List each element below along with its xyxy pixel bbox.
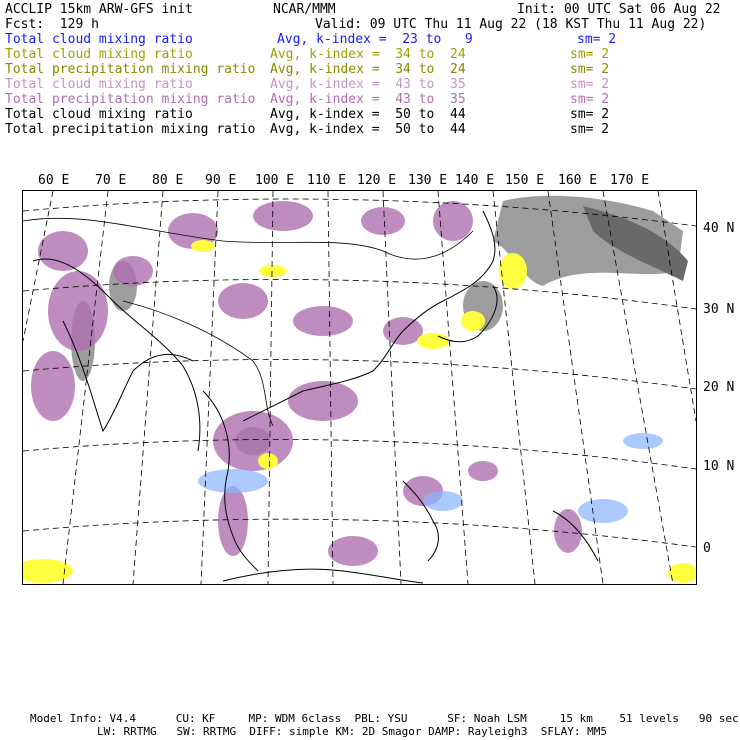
field-kindex: Avg, k-index = 34 to 24 — [270, 47, 466, 62]
model-title: ACCLIP 15km ARW-GFS init — [5, 2, 193, 17]
latitude-label: 0 — [703, 541, 711, 556]
field-name: Total cloud mixing ratio — [5, 32, 193, 47]
field-row — [5, 122, 740, 137]
organization: NCAR/MMM — [273, 2, 336, 17]
field-kindex: Avg, k-index = 43 to 35 — [270, 77, 466, 92]
forecast-hour: Fcst: 129 h — [5, 17, 99, 32]
field-kindex: Avg, k-index = 34 to 24 — [270, 62, 466, 77]
model-info-line2: LW: RRTMG SW: RRTMG DIFF: simple KM: 2D Smagor DAMP: Rayleigh3 SFLAY: MM5 — [97, 725, 607, 738]
map-svg — [23, 191, 696, 584]
model-info-line1: Model Info: V4.4 CU: KF MP: WDM 6class PBL: YSU SF: Noah LSM 15 km 51 levels 90 sec — [30, 712, 739, 725]
field-row — [5, 32, 740, 47]
field-kindex: Avg, k-index = 23 to 9 — [277, 32, 473, 47]
field-name: Total precipitation mixing ratio — [5, 92, 256, 107]
field-row — [5, 62, 740, 77]
field-kindex: Avg, k-index = 43 to 35 — [270, 92, 466, 107]
map-panel — [22, 190, 697, 585]
longitude-label: 150 E — [505, 173, 545, 188]
field-row — [5, 92, 740, 107]
field-smoothing: sm= 2 — [570, 92, 610, 107]
longitude-label: 130 E — [408, 173, 448, 188]
field-kindex: Avg, k-index = 50 to 44 — [270, 122, 466, 137]
field-name: Total cloud mixing ratio — [5, 107, 193, 122]
longitude-label: 160 E — [558, 173, 598, 188]
purple-precip-shading — [31, 201, 582, 566]
longitude-label: 170 E — [610, 173, 650, 188]
field-kindex: Avg, k-index = 50 to 44 — [270, 107, 466, 122]
field-row — [5, 107, 740, 122]
init-time: Init: 00 UTC Sat 06 Aug 22 — [517, 2, 721, 17]
field-name: Total cloud mixing ratio — [5, 77, 193, 92]
field-smoothing: sm= 2 — [577, 32, 617, 47]
longitude-label: 110 E — [307, 173, 347, 188]
latitude-label: 30 N — [703, 302, 735, 317]
field-smoothing: sm= 2 — [570, 77, 610, 92]
longitude-label: 60 E — [38, 173, 70, 188]
field-row — [5, 77, 740, 92]
longitude-label: 140 E — [455, 173, 495, 188]
valid-time: Valid: 09 UTC Thu 11 Aug 22 (18 KST Thu 11 Aug 22) — [315, 17, 707, 32]
longitude-label: 70 E — [95, 173, 127, 188]
field-name: Total precipitation mixing ratio — [5, 62, 256, 77]
field-name: Total cloud mixing ratio — [5, 47, 193, 62]
field-smoothing: sm= 2 — [570, 47, 610, 62]
field-smoothing: sm= 2 — [570, 62, 610, 77]
longitude-label: 80 E — [152, 173, 184, 188]
longitude-label: 100 E — [255, 173, 295, 188]
latitude-label: 40 N — [703, 221, 735, 236]
plot-header — [5, 2, 740, 142]
latitude-label: 10 N — [703, 459, 735, 474]
longitude-label: 90 E — [205, 173, 237, 188]
field-name: Total precipitation mixing ratio — [5, 122, 256, 137]
longitude-label: 120 E — [357, 173, 397, 188]
field-smoothing: sm= 2 — [570, 107, 610, 122]
latitude-label: 20 N — [703, 380, 735, 395]
field-row — [5, 47, 740, 62]
field-smoothing: sm= 2 — [570, 122, 610, 137]
